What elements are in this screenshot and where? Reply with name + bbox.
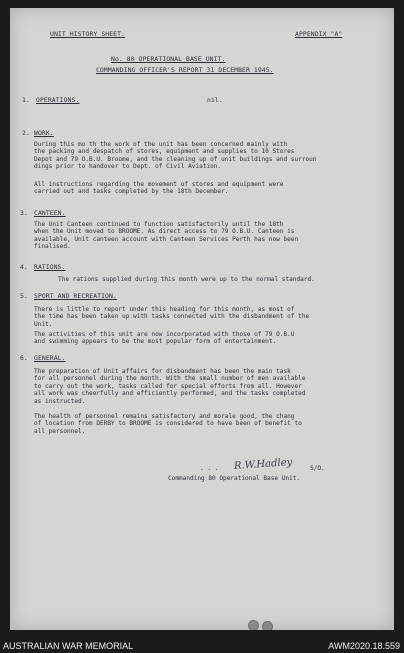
section-5-paragraph-2: The activities of this unit are now incorporated with those of 79 O.B.U and swimming appears to be the most popular form of entertainment.: [34, 331, 295, 346]
punch-hole-icon: [262, 621, 273, 630]
footer-credit: AUSTRALIAN WAR MEMORIAL: [3, 641, 134, 651]
report-title: COMMANDING OFFICER'S REPORT 31 DECEMBER 1945.: [96, 66, 274, 74]
section-2-paragraph-1: During this mo th the work of the unit has been concerned mainly with the packing and despatch of stores, equipment and supplies to 10 Stores Depot and 79 O.B.U. Broome, and the cleaning up of unit buildings and surroun dings prior to handover to Dept. of Civil Aviation.: [34, 141, 317, 171]
section-2-number: 2.: [22, 129, 30, 137]
section-5-number: 5.: [20, 292, 28, 300]
section-1-heading: OPERATIONS.: [36, 96, 80, 104]
section-3-heading: CANTEEN.: [34, 209, 66, 217]
section-5-paragraph-1: There is little to report under this heading for this month, as most of the time has been taken up with tasks connected with the disbandment of the Unit.: [34, 306, 310, 328]
section-4-number: 4.: [20, 263, 28, 271]
section-2-heading: WORK.: [34, 129, 54, 137]
section-4-heading: RATIONS.: [34, 263, 66, 271]
header-right: APPENDIX "A": [295, 30, 343, 38]
section-4-paragraph-1: The rations supplied during this month were up to the normal standard.: [58, 276, 315, 283]
unit-title: No. 80 OPERATIONAL BASE UNIT.: [111, 55, 226, 63]
footer-accession-number: AWM2020.18.559: [328, 641, 400, 651]
header-left: UNIT HISTORY SHEET.: [50, 30, 126, 38]
signature-dots: . . .: [200, 465, 219, 472]
section-1-number: 1.: [22, 96, 30, 104]
signature-rank: S/O.: [310, 465, 325, 472]
section-2-paragraph-2: All instructions regarding the movement of stores and equipment were carried out and tasks completed by the 18th December.: [34, 181, 284, 196]
section-6-heading: GENERAL.: [34, 354, 66, 362]
section-6-paragraph-2: The health of personnel remains satisfactory and morale good, the chang of location from DERBY to BROOME is considered to have been of benefit to all personnel.: [34, 413, 302, 435]
signature-title: Commanding 80 Operational Base Unit.: [168, 475, 301, 482]
document-page: [10, 8, 394, 630]
section-3-paragraph-1: The Unit Canteen continued to function satisfactorily until the 18th when the Unit moved to BROOME. As direct access to 79 O.B.U. Canteen is available, Unit canteen account with Canteen Services Perth has now been finalised.: [34, 221, 299, 251]
handwritten-signature: R.W.Hadley: [233, 456, 293, 473]
punch-hole-icon: [248, 620, 259, 630]
section-6-paragraph-1: The preparation of Unit affairs for disbandment has been the main task for all personnel during the month. With the small number of men available to carry out the work, tasks called for special efforts from all. However all work was cheerfully and efficiently performed, and the tasks completed as instructed.: [34, 368, 306, 405]
section-3-number: 3.: [20, 209, 28, 217]
section-1-text: nil.: [207, 96, 223, 104]
footer-bar: [0, 638, 404, 653]
section-5-heading: SPORT AND RECREATION.: [34, 292, 117, 300]
section-6-number: 6.: [20, 354, 28, 362]
